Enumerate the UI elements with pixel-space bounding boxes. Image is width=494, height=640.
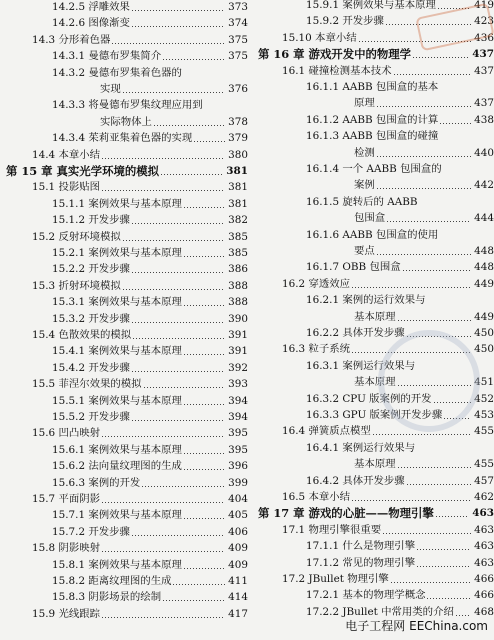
toc-leader-dots [383, 533, 471, 534]
toc-leader-dots [163, 59, 225, 60]
toc-entry [0, 180, 248, 194]
toc-entry-label: 16.1.6 AABB 包围盒的使用 [306, 228, 439, 241]
toc-entry-label: 15.2.2 开发步骤 [52, 263, 130, 276]
toc-leader-dots [102, 551, 225, 552]
toc-entry-label: 原理 [354, 97, 375, 110]
toc-entry [0, 476, 248, 490]
toc-entry-label: 16.3.3 GPU 版案例开发步骤 [306, 409, 443, 421]
toc-entry-page: 466 [474, 573, 494, 585]
toc-entry [250, 244, 494, 258]
toc-entry-page: 374 [228, 17, 248, 30]
toc-leader-dots [144, 387, 225, 388]
toc-entry-label: 15.7.2 开发步骤 [52, 525, 130, 538]
toc-leader-dots [133, 338, 225, 339]
toc-entry-label: 15.5.1 案例效果与基本原理 [52, 394, 182, 407]
toc-leader-dots [407, 484, 471, 485]
toc-leader-dots [184, 568, 225, 569]
toc-entry-page: 385 [228, 247, 248, 259]
toc-entry-label: 15.6.2 法向量纹理图的生成 [52, 460, 182, 473]
toc-entry-label: 16.4.2 具体开发步骤 [306, 474, 405, 487]
toc-entry-label: 要点 [354, 245, 375, 257]
toc-entry-page: 455 [474, 425, 494, 438]
toc-entry-label: 16.1 碰撞检测基本技术 [282, 64, 392, 77]
seal-watermark [378, 330, 480, 432]
toc-entry-label: 实现 [100, 83, 121, 95]
toc-entry [0, 426, 248, 440]
toc-leader-dots [352, 287, 471, 288]
toc-entry-label: 案例 [354, 179, 375, 192]
toc-leader-dots [132, 272, 225, 273]
toc-entry [250, 260, 494, 274]
toc-entry-page: 411 [228, 575, 248, 587]
toc-leader-dots [132, 26, 225, 27]
toc-entry-label: 14.3.2 曼德布罗集着色器的 [52, 66, 182, 79]
toc-entry-label: 16.2 穿透效应 [282, 277, 351, 290]
toc-entry-label: 14.2.5 浮雕效果 [52, 1, 130, 13]
toc-entry-page: 436 [474, 31, 494, 44]
toc-entry [250, 178, 494, 192]
toc-leader-dots [184, 469, 225, 470]
toc-entry [0, 115, 248, 129]
toc-leader-dots [394, 74, 471, 75]
toc-leader-dots [456, 615, 471, 616]
toc-entry [250, 441, 494, 455]
toc-entry [250, 129, 494, 143]
toc-leader-dots [102, 436, 225, 437]
toc-entry-page: 379 [228, 132, 248, 145]
toc-entry-label: 16.1.3 AABB 包围盒的碰撞 [306, 130, 439, 143]
toc-entry-page: 395 [228, 427, 248, 440]
toc-entry [0, 131, 248, 145]
toc-entry [0, 443, 248, 457]
toc-entry [0, 246, 248, 260]
toc-entry-page: 381 [228, 181, 248, 194]
toc-entry [250, 556, 494, 570]
toc-entry [250, 47, 494, 61]
toc-entry [0, 459, 248, 473]
toc-entry-page: 438 [474, 113, 494, 126]
toc-entry-page: 388 [228, 296, 248, 309]
toc-leader-dots [132, 420, 225, 421]
toc-entry [0, 148, 248, 162]
toc-entry-label: 15.9.2 开发步骤 [306, 15, 384, 28]
toc-entry-page: 409 [228, 558, 248, 571]
toc-entry-label: 16.3.1 案例运行效果与 [306, 359, 416, 372]
toc-entry-label: 16.1.4 一个 AABB 包围盒的 [306, 163, 442, 175]
toc-entry-page: 437 [474, 97, 494, 110]
toc-entry-page: 437 [472, 48, 494, 61]
toc-entry-label: 16.2.2 具体开发步骤 [306, 327, 405, 339]
toc-entry-label: 15.3.2 开发步骤 [52, 312, 130, 325]
toc-entry-label: 16.3.2 CPU 版案例的开发 [306, 392, 432, 405]
toc-entry-page: 457 [474, 474, 494, 487]
toc-entry-page: 453 [474, 409, 494, 421]
toc-entry-label: 检测 [354, 146, 375, 159]
toc-entry-label: 基本原理 [354, 376, 396, 389]
toc-entry-label: 15.4.1 案例效果与基本原理 [52, 345, 182, 358]
toc-leader-dots [387, 221, 471, 222]
toc-leader-dots [123, 289, 225, 290]
toc-entry-page: 463 [474, 523, 494, 536]
toc-leader-dots [413, 57, 469, 58]
toc-entry-label: 15.5 菲涅尔效果的模拟 [32, 378, 142, 391]
toc-entry [250, 195, 494, 209]
toc-entry [250, 228, 494, 242]
toc-leader-dots [398, 320, 471, 321]
toc-entry [250, 457, 494, 471]
toc-entry-label: 15.8.1 案例效果与基本原理 [52, 558, 182, 571]
toc-entry [0, 295, 248, 309]
toc-leader-dots [403, 270, 471, 271]
toc-leader-dots [102, 158, 225, 159]
toc-entry-label: 15.7 平面阴影 [32, 493, 101, 505]
toc-entry [250, 310, 494, 324]
toc-entry [0, 66, 248, 80]
toc-entry-page: 423 [474, 15, 494, 28]
toc-entry [250, 146, 494, 160]
toc-entry-page: 462 [474, 491, 494, 503]
toc-leader-dots [102, 502, 225, 503]
toc-leader-dots [373, 434, 471, 435]
toc-entry-page: 394 [228, 411, 248, 423]
toc-entry-label: 15.3 折射环境模拟 [32, 279, 121, 292]
toc-entry-label: 16.2.1 案例的运行效果与 [306, 294, 426, 307]
toc-entry [0, 394, 248, 408]
toc-entry-page: 468 [474, 605, 494, 618]
toc-leader-dots [132, 10, 225, 11]
toc-entry-page: 375 [228, 33, 248, 46]
toc-leader-dots [102, 617, 225, 618]
toc-entry [0, 344, 248, 358]
toc-entry-page: 393 [228, 378, 248, 391]
toc-entry-page: 378 [228, 115, 248, 128]
toc-entry-page: 450 [474, 327, 494, 339]
toc-entry-page: 449 [474, 277, 494, 290]
toc-leader-dots [352, 500, 471, 501]
toc-entry-label: 15.8 阴影映射 [32, 542, 101, 555]
toc-leader-dots [194, 141, 225, 142]
toc-entry-label: 16.3 粒子系统 [282, 343, 351, 356]
toc-leader-dots [102, 190, 225, 191]
toc-entry-page: 380 [228, 148, 248, 161]
toc-entry-page: 391 [228, 329, 248, 341]
toc-entry [0, 213, 248, 227]
toc-entry [0, 492, 248, 506]
toc-entry [250, 293, 494, 307]
toc-entry-page: 405 [228, 509, 248, 522]
toc-entry-label: 第 16 章 游戏开发中的物理学 [258, 47, 412, 62]
toc-entry-page: 404 [228, 493, 248, 505]
toc-entry-page: 451 [474, 376, 494, 389]
toc-entry-label: 14.2.6 图像渐变 [52, 17, 130, 30]
toc-entry [250, 162, 494, 176]
toc-entry-label: 15.8.2 距离纹理图的生成 [52, 575, 172, 587]
toc-entry-label: 第 15 章 真实光学环境的模拟 [6, 164, 160, 178]
toc-entry-page: 381 [226, 165, 248, 177]
toc-entry-label: 16.1.2 AABB 包围盒的计算 [306, 113, 439, 126]
toc-entry [0, 525, 248, 539]
toc-entry [0, 574, 248, 588]
toc-leader-dots [436, 516, 469, 517]
toc-entry-label: 16.1.5 旋转后的 AABB [306, 195, 418, 208]
toc-entry-page: 395 [228, 443, 248, 456]
toc-entry-page: 448 [474, 245, 494, 257]
toc-leader-dots [123, 92, 225, 93]
toc-leader-dots [377, 156, 471, 157]
toc-entry [0, 279, 248, 293]
toc-entry [0, 98, 248, 112]
toc-entry-label: 16.4 弹簧质点模型 [282, 425, 371, 438]
toc-entry-page: 440 [474, 146, 494, 159]
toc-entry [0, 262, 248, 276]
toc-leader-dots [154, 125, 225, 126]
toc-entry [0, 197, 248, 211]
toc-entry [250, 80, 494, 94]
toc-entry [250, 490, 494, 504]
toc-entry [0, 0, 248, 14]
toc-entry [250, 539, 494, 553]
toc-entry-page: 466 [474, 589, 494, 602]
toc-leader-dots [391, 582, 471, 583]
toc-entry-label: 17.2.1 基本的物理学概念 [306, 589, 426, 602]
toc-leader-dots [132, 322, 225, 323]
toc-entry-label: 16.5 本章小结 [282, 491, 351, 503]
toc-entry [250, 523, 494, 537]
toc-entry [0, 508, 248, 522]
toc-entry-label: 17.2 JBullet 物理引擎 [282, 573, 389, 585]
toc-entry-label: 15.1.1 案例效果与基本原理 [52, 197, 182, 210]
toc-entry-page: 452 [474, 392, 494, 405]
toc-leader-dots [142, 486, 225, 487]
toc-entry-page: 449 [474, 310, 494, 323]
toc-entry-label: 15.3.1 案例效果与基本原理 [52, 296, 182, 309]
toc-entry [250, 277, 494, 291]
toc-entry-page: 388 [228, 279, 248, 292]
toc-entry [0, 164, 248, 178]
toc-entry-page: 444 [474, 212, 494, 225]
toc-leader-dots [173, 584, 225, 585]
toc-entry-label: 17.1 物理引擎很重要 [282, 523, 382, 536]
toc-entry [250, 588, 494, 602]
toc-entry [250, 113, 494, 127]
toc-entry-page: 437 [474, 64, 494, 77]
toc-entry [0, 312, 248, 326]
toc-entry-label: 包围盒 [354, 212, 386, 225]
toc-entry-label: 14.4 本章小结 [32, 148, 101, 161]
toc-leader-dots [184, 354, 225, 355]
toc-leader-dots [377, 106, 471, 107]
toc-entry-page: 394 [228, 394, 248, 407]
toc-entry [0, 328, 248, 342]
toc-entry-page: 463 [472, 507, 494, 520]
toc-entry-label: 15.9 光线跟踪 [32, 607, 101, 620]
toc-entry-page: 385 [228, 230, 248, 243]
toc-leader-dots [184, 453, 225, 454]
toc-entry [0, 82, 248, 96]
toc-entry-label: 14.3.1 曼德布罗集简介 [52, 50, 162, 63]
toc-entry-label: 15.9.1 案例效果与基本原理 [306, 0, 436, 11]
toc-leader-dots [398, 467, 471, 468]
toc-entry [0, 607, 248, 621]
toc-leader-dots [132, 535, 225, 536]
toc-entry [0, 230, 248, 244]
toc-entry [0, 49, 248, 63]
toc-entry-page: 386 [228, 263, 248, 276]
toc-entry-label: 15.2.1 案例效果与基本原理 [52, 247, 182, 259]
toc-entry-page: 409 [228, 542, 248, 555]
toc-entry-label: 15.7.1 案例效果与基本原理 [52, 509, 182, 522]
site-watermark: 电子工程网 EEChina.com [345, 619, 488, 633]
toc-entry-label: 17.1.1 什么是物理引擎 [306, 540, 416, 553]
toc-entry [0, 541, 248, 555]
toc-entry-label: 14.3 分形着色器 [32, 33, 111, 46]
toc-entry-label: 15.6 凹凸映射 [32, 427, 101, 440]
toc-leader-dots [161, 174, 223, 175]
toc-leader-dots [123, 240, 225, 241]
toc-leader-dots [184, 404, 225, 405]
toc-entry [250, 64, 494, 78]
toc-leader-dots [112, 43, 225, 44]
toc-leader-dots [163, 600, 225, 601]
toc-entry-label: 基本原理 [354, 310, 396, 323]
toc-entry-page: 381 [228, 197, 248, 210]
toc-entry-label: 17.2.2 JBullet 中常用类的介绍 [306, 605, 454, 618]
toc-entry [0, 410, 248, 424]
toc-entry-label: 15.10 本章小结 [282, 31, 357, 44]
toc-entry-label: 15.2 反射环境模拟 [32, 230, 121, 243]
toc-entry [250, 424, 494, 438]
toc-entry-label: 17.1.2 常见的物理引擎 [306, 556, 416, 569]
toc-entry-page: 396 [228, 460, 248, 473]
toc-leader-dots [184, 256, 225, 257]
toc-entry-page: 375 [228, 50, 248, 63]
toc-entry-page: 390 [228, 312, 248, 325]
toc-entry [250, 96, 494, 110]
toc-entry [0, 377, 248, 391]
toc-entry-page: 382 [228, 214, 248, 227]
toc-entry-label: 15.6.1 案例效果与基本原理 [52, 443, 182, 456]
toc-entry-page: 419 [474, 0, 494, 11]
toc-entry-page: 448 [474, 261, 494, 274]
toc-leader-dots [427, 598, 471, 599]
toc-entry-label: 14.3.4 茱莉亚集着色器的实现 [52, 132, 193, 145]
toc-entry [250, 474, 494, 488]
toc-entry-label: 15.1 投影贴图 [32, 181, 101, 194]
toc-entry-page: 376 [228, 83, 248, 95]
toc-entry-page: 373 [228, 1, 248, 13]
toc-entry-label: 14.3.3 将曼德布罗集纹理应用到 [52, 99, 203, 112]
toc-entry-label: 16.1.7 OBB 包围盒 [306, 261, 401, 274]
toc-leader-dots [132, 223, 225, 224]
toc-leader-dots [184, 207, 225, 208]
toc-leader-dots [377, 188, 471, 189]
toc-leader-dots [184, 518, 225, 519]
toc-entry [0, 16, 248, 30]
toc-entry-page: 392 [228, 361, 248, 374]
toc-entry [0, 33, 248, 47]
toc-leader-dots [184, 305, 225, 306]
toc-entry [0, 558, 248, 572]
toc-entry-label: 15.4 色散效果的模拟 [32, 329, 132, 341]
toc-entry-label: 15.4.2 开发步骤 [52, 361, 130, 374]
toc-entry-label: 15.5.2 开发步骤 [52, 411, 130, 423]
toc-leader-dots [132, 371, 225, 372]
toc-entry-page: 406 [228, 525, 248, 538]
toc-entry-label: 16.4.1 案例运行效果与 [306, 441, 416, 454]
toc-entry [250, 211, 494, 225]
toc-entry-label: 实际物体上 [100, 115, 152, 128]
toc-entry [250, 572, 494, 586]
toc-entry-label: 15.8.3 阴影场景的绘制 [52, 591, 162, 604]
toc-leader-dots [417, 549, 471, 550]
toc-entry-page: 442 [474, 179, 494, 192]
toc-entry-label: 15.1.2 开发步骤 [52, 214, 130, 227]
toc-entry [0, 361, 248, 375]
toc-entry-page: 463 [474, 556, 494, 569]
toc-entry-page: 450 [474, 343, 494, 356]
toc-entry-label: 第 17 章 游戏的心脏——物理引擎 [258, 506, 434, 521]
toc-entry-page: 463 [474, 540, 494, 553]
toc-entry-label: 15.6.3 案例的开发 [52, 476, 141, 489]
toc-entry [250, 506, 494, 520]
toc-entry-page: 399 [228, 476, 248, 489]
toc-entry-label: 基本原理 [354, 458, 396, 471]
toc-leader-dots [417, 566, 471, 567]
toc-entry-page: 414 [228, 591, 248, 604]
toc-leader-dots [377, 254, 471, 255]
toc-leader-dots [440, 123, 471, 124]
toc-entry-page: 417 [228, 607, 248, 620]
toc-entry-label: 16.1.1 AABB 包围盒的基本 [306, 81, 439, 93]
toc-entry-page: 391 [228, 345, 248, 358]
toc-entry [0, 590, 248, 604]
toc-entry-page: 455 [474, 458, 494, 471]
